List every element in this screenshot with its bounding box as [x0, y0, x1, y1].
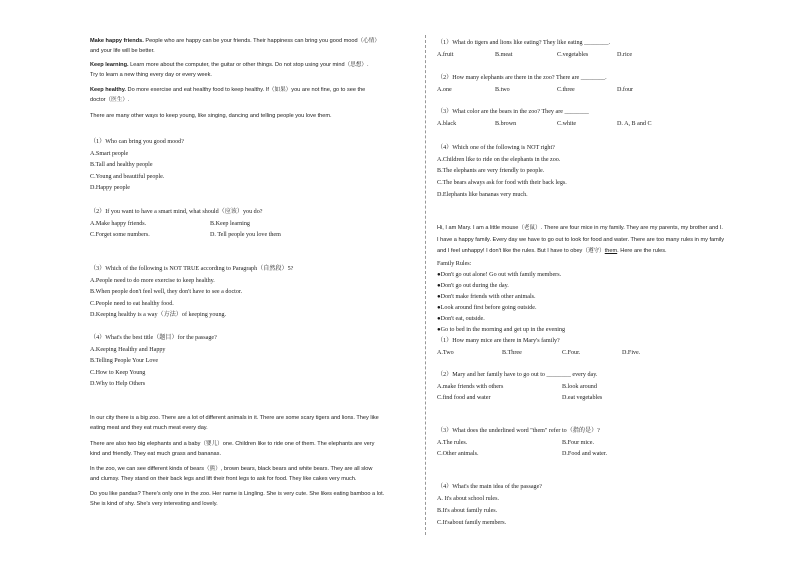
paragraph-other-ways: There are many other ways to keep young, like singing, dancing and telling people you love them. [90, 113, 332, 119]
option: C.Forget some numbers. [90, 232, 150, 238]
option: C.How to Keep Young [90, 370, 146, 376]
rule-item: ●Don't make friends with other animals. [437, 294, 536, 300]
option: B.Three [502, 350, 522, 356]
zoo-paragraph-4: Do you like pandas? There's only one in the zoo. Her name is Lingling. She is very cute. She likes eating bamboo a lot. [90, 491, 385, 497]
option: C.find food and water [437, 395, 491, 401]
option: A.Two [437, 350, 454, 356]
option: C.three [557, 87, 575, 93]
rule-item: ●Don't eat, outside. [437, 316, 485, 322]
option: A.one [437, 87, 452, 93]
paragraph-make-friends: Make happy friends. People who are happy can be your friends. Their happiness can bring you good mood（心情） [90, 38, 380, 44]
zoo-paragraph-1: In our city there is a big zoo. There are a lot of different animals in it. There are some scary tigers and lions. They like [90, 415, 379, 421]
question: （2）Mary and her family have to go out to ________ every day. [437, 372, 598, 378]
option: B.Keep learning [210, 221, 250, 227]
option: A.black [437, 121, 457, 127]
rules-title: Family Rules: [437, 261, 472, 267]
option: A.Keeping Healthy and Happy [90, 347, 166, 353]
option: C.vegetables [557, 52, 589, 58]
option: A.The rules. [437, 440, 468, 446]
question: （4）What's the best title（题目）for the passage? [90, 335, 217, 341]
zoo-paragraph-4-cont: She is kind of shy. She's very interesting and lovely. [90, 501, 218, 507]
paragraph-keep-learning: Keep learning. Learn more about the computer, the guitar or other things. Do not stop using your mind（思想）. [90, 62, 369, 68]
option: B.brown [495, 121, 517, 127]
option: D.Five. [622, 350, 641, 356]
zoo-paragraph-3: In the zoo, we can see different kinds of bears（熊）, brown bears, black bears and white bears. They are all slow [90, 466, 373, 472]
option: A.fruit [437, 52, 454, 58]
zoo-paragraph-1-cont: eating meat and they eat much meat every day. [90, 425, 208, 431]
option: D.rice [617, 52, 633, 58]
rule-item: ●Don't go out alone! Go out with family members. [437, 272, 562, 278]
option: B.look around [562, 384, 597, 390]
option: A.Make happy friends. [90, 221, 147, 227]
paragraph-keep-healthy: Keep healthy. Do more exercise and eat healthy food to keep healthy. If（如果）you are not fine, go to see the [90, 87, 366, 93]
option: C.People need to eat healthy food. [90, 301, 174, 307]
option: D.Food and water. [562, 451, 608, 457]
option: D.four [617, 87, 634, 93]
question: （4）What's the main idea of the passage? [437, 484, 542, 490]
option: B.It's about family rules. [437, 508, 498, 514]
option: B.When people don't feel well, they don't have to see a doctor. [90, 289, 243, 295]
mouse-paragraph-line-3: and I feel unhappy! I don't like the rules. But I have to obey（遵守）them. Here are the rules. [437, 248, 667, 254]
option: B.The elephants are very friendly to people. [437, 168, 545, 174]
zoo-paragraph-2-cont: kind and friendly. They eat much grass and bananas. [90, 451, 222, 457]
option: D.Keeping healthy is a way（方法）of keeping young. [90, 312, 227, 318]
rule-item: ●Look around first before going outside. [437, 305, 537, 311]
paragraph-make-friends-cont: and your life will be better. [90, 48, 155, 54]
paragraph-keep-healthy-cont: doctor（医生）. [90, 97, 130, 103]
option: C.Other animals. [437, 451, 479, 457]
option: D.eat vegetables [562, 395, 603, 401]
mouse-paragraph-line-1: Hi, I am Mary. I am a little mouse（老鼠）. There are four mice in my family. They are my parents, my brother and I. [437, 225, 723, 231]
option: D. A, B and C [617, 121, 652, 127]
option: C.Young and beautiful people. [90, 174, 165, 180]
question: （1）What do tigers and lions like eating? They like eating ________. [437, 40, 611, 46]
rule-item: ●Don't go out during the day. [437, 283, 509, 289]
column-divider [425, 35, 426, 535]
option: B.two [495, 87, 510, 93]
question: （3）Which of the following is NOT TRUE according to Paragraph（自然段）5? [90, 266, 294, 272]
option: A.Smart people [90, 151, 129, 157]
option: A.People need to do more exercise to keep healthy. [90, 278, 215, 284]
question: （1）Who can bring you good mood? [90, 139, 184, 145]
question: （3）What color are the bears in the zoo? They are ________ [437, 109, 589, 115]
zoo-paragraph-3-cont: and clumsy. They stand on their back legs and lift their front legs to ask for food. They like cakes very much. [90, 476, 357, 482]
question: （2）How many elephants are there in the zoo? There are ________. [437, 75, 607, 81]
option: B.Four mice. [562, 440, 594, 446]
underlined-word: them [604, 248, 618, 254]
question: （3）What does the underlined word "them" refer to（指的是）? [437, 428, 600, 434]
option: C.Four. [562, 350, 581, 356]
option: C.The bears always ask for food with their back legs. [437, 180, 567, 186]
option: B.meat [495, 52, 513, 58]
option: B.Telling People Your Love [90, 358, 159, 364]
option: D. Tell people you love them [210, 232, 281, 238]
option: C.white [557, 121, 577, 127]
question: （4）Which one of the following is NOT right? [437, 145, 555, 151]
paragraph-keep-learning-cont: Try to learn a new thing every day or every week. [90, 72, 212, 78]
option: D.Happy people [90, 185, 130, 191]
question: （2）If you want to have a smart mind, what should（应该）you do? [90, 209, 263, 215]
zoo-paragraph-2: There are also two big elephants and a baby（婴儿）one. Children like to ride one of them. The elephants are very [90, 441, 375, 447]
mouse-paragraph-line-2: I have a happy family. Every day we have to go out to look for food and water. There are too many rules in my family [437, 237, 725, 243]
option: D.Why to Help Others [90, 381, 146, 387]
rule-item: ●Go to bed in the morning and get up in the evening [437, 327, 566, 333]
option: A. It's about school rules. [437, 496, 500, 502]
option: B.Tall and healthy people [90, 162, 153, 168]
option: A.Children like to ride on the elephants in the zoo. [437, 157, 561, 163]
option: C.It'sabout family members. [437, 520, 507, 526]
option: A.make friends with others [437, 384, 504, 390]
question: （1）How many mice are there in Mary's family? [437, 338, 560, 344]
option: D.Elephants like bananas very much. [437, 192, 528, 198]
